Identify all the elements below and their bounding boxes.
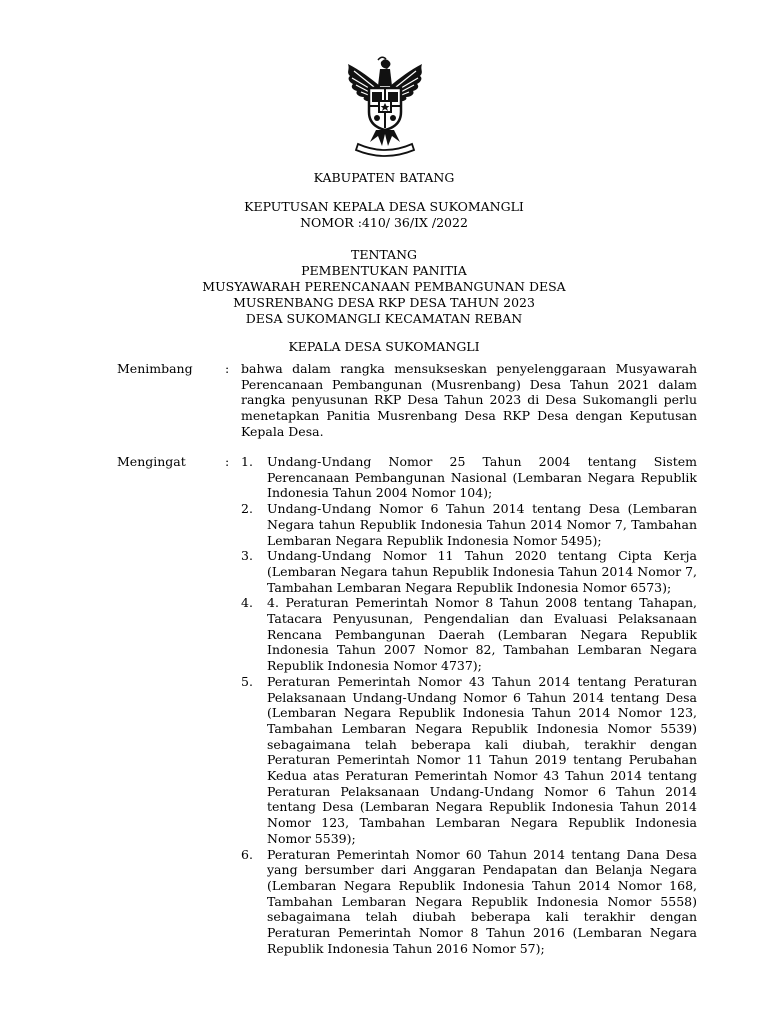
subject-line-2: MUSYAWARAH PERENCANAAN PEMBANGUNAN DESA xyxy=(202,279,566,294)
menimbang-text: bahwa dalam rangka mensukseskan penyelenggaraan Musyawarah Perencanaan Pembangunan (Musrenbang) Desa Tahun 2021 dalam rangka penyusunan RKP Desa Tahun 2023 di Desa Sukomangli perlu menetapkan Panitia Musrenbang Desa RKP Desa dengan Keputusan Kepala Desa. xyxy=(241,361,697,439)
subject-line-4: DESA SUKOMANGLI KECAMATAN REBAN xyxy=(245,311,523,326)
garuda-pancasila-emblem-icon xyxy=(340,56,430,160)
list-item xyxy=(241,548,697,595)
header-keputusan xyxy=(0,199,768,231)
keputusan-title: KEPUTUSAN KEPALA DESA SUKOMANGLI xyxy=(244,199,524,214)
list-item-text: Undang-Undang Nomor 25 Tahun 2004 tentang Sistem Perencanaan Pembangunan Nasional (Lembaran Negara Republik Indonesia Tahun 2004 Nomor 104); xyxy=(267,454,697,501)
list-item xyxy=(241,674,697,847)
header-kabupaten xyxy=(0,170,768,186)
subject-line-3: MUSRENBANG DESA RKP DESA TAHUN 2023 xyxy=(233,295,535,310)
list-item-number: 4. xyxy=(241,595,253,611)
kepala-desa-title: KEPALA DESA SUKOMANGLI xyxy=(288,339,480,354)
list-item xyxy=(241,454,697,501)
mengingat-list xyxy=(241,454,697,957)
list-item-number: 6. xyxy=(241,846,253,862)
list-item-number: 3. xyxy=(241,548,253,564)
tentang-label: TENTANG xyxy=(350,247,417,262)
list-item xyxy=(241,501,697,548)
mengingat-label: Mengingat xyxy=(117,454,186,469)
mengingat-colon: : xyxy=(225,454,230,469)
nomor-keputusan: NOMOR :410/ 36/IX /2022 xyxy=(300,215,468,230)
list-item-text: Undang-Undang Nomor 11 Tahun 2020 tentang Cipta Kerja (Lembaran Negara tahun Republik Indonesia Tahun 2014 Nomor 7, Tambahan Lembaran Negara Republik Indonesia Nomor 6573); xyxy=(267,548,697,595)
kabupaten-title: KABUPATEN BATANG xyxy=(313,170,455,185)
list-item-number: 2. xyxy=(241,501,253,517)
list-item-text: Undang-Undang Nomor 6 Tahun 2014 tentang Desa (Lembaran Negara tahun Republik Indonesia Tahun 2014 Nomor 7, Tambahan Lembaran Negara Republik Indonesia Nomor 5495); xyxy=(267,501,697,548)
subject-line-1: PEMBENTUKAN PANITIA xyxy=(301,263,467,278)
list-item-text: Peraturan Pemerintah Nomor 60 Tahun 2014 tentang Dana Desa yang bersumber dari Anggaran Pendapatan dan Belanja Negara (Lembaran Negara Republik Indonesia Tahun 2014 Nomor 168, Tambahan Lembaran Negara Republik Indonesia Nomor 5558) sebagaimana telah diubah beberapa kali terakhir dengan Peraturan Pemerintah Nomor 8 Tahun 2016 (Lembaran Negara Republik Indonesia Tahun 2016 Nomor 57); xyxy=(267,846,697,956)
header-kepala-desa xyxy=(0,339,768,355)
list-item xyxy=(241,595,697,674)
menimbang-label: Menimbang xyxy=(117,361,193,376)
header-tentang xyxy=(0,247,768,327)
list-item-text: Peraturan Pemerintah Nomor 43 Tahun 2014 tentang Peraturan Pelaksanaan Undang-Undang Nomor 6 Tahun 2014 tentang Desa (Lembaran Negara Republik Indonesia Tahun 2014 Nomor 123, Tambahan Lembaran Negara Republik Indonesia Nomor 5539) sebagaimana telah beberapa kali diubah, terakhir dengan Peraturan Pemerintah Nomor 11 Tahun 2019 tentang Perubahan Kedua atas Peraturan Pemerintah Nomor 43 Tahun 2014 tentang Peraturan Pelaksanaan Undang-Undang Nomor 6 Tahun 2014 tentang Desa (Lembaran Negara Republik Indonesia Tahun 2014 Nomor 123, Tambahan Lembaran Negara Republik Indonesia Nomor 5539); xyxy=(267,673,697,846)
list-item xyxy=(241,847,697,957)
list-item-number: 1. xyxy=(241,454,253,469)
list-item-text: 4. Peraturan Pemerintah Nomor 8 Tahun 2008 tentang Tahapan, Tatacara Penyusunan, Pengendalian dan Evaluasi Pelaksanaan Rencana Pembangunan Daerah (Lembaran Negara Republik Indonesia Tahun 2007 Nomor 82, Tambahan Lembaran Negara Republik Indonesia Nomor 4737); xyxy=(267,595,697,674)
list-item-number: 5. xyxy=(241,673,253,689)
menimbang-colon: : xyxy=(225,361,230,376)
